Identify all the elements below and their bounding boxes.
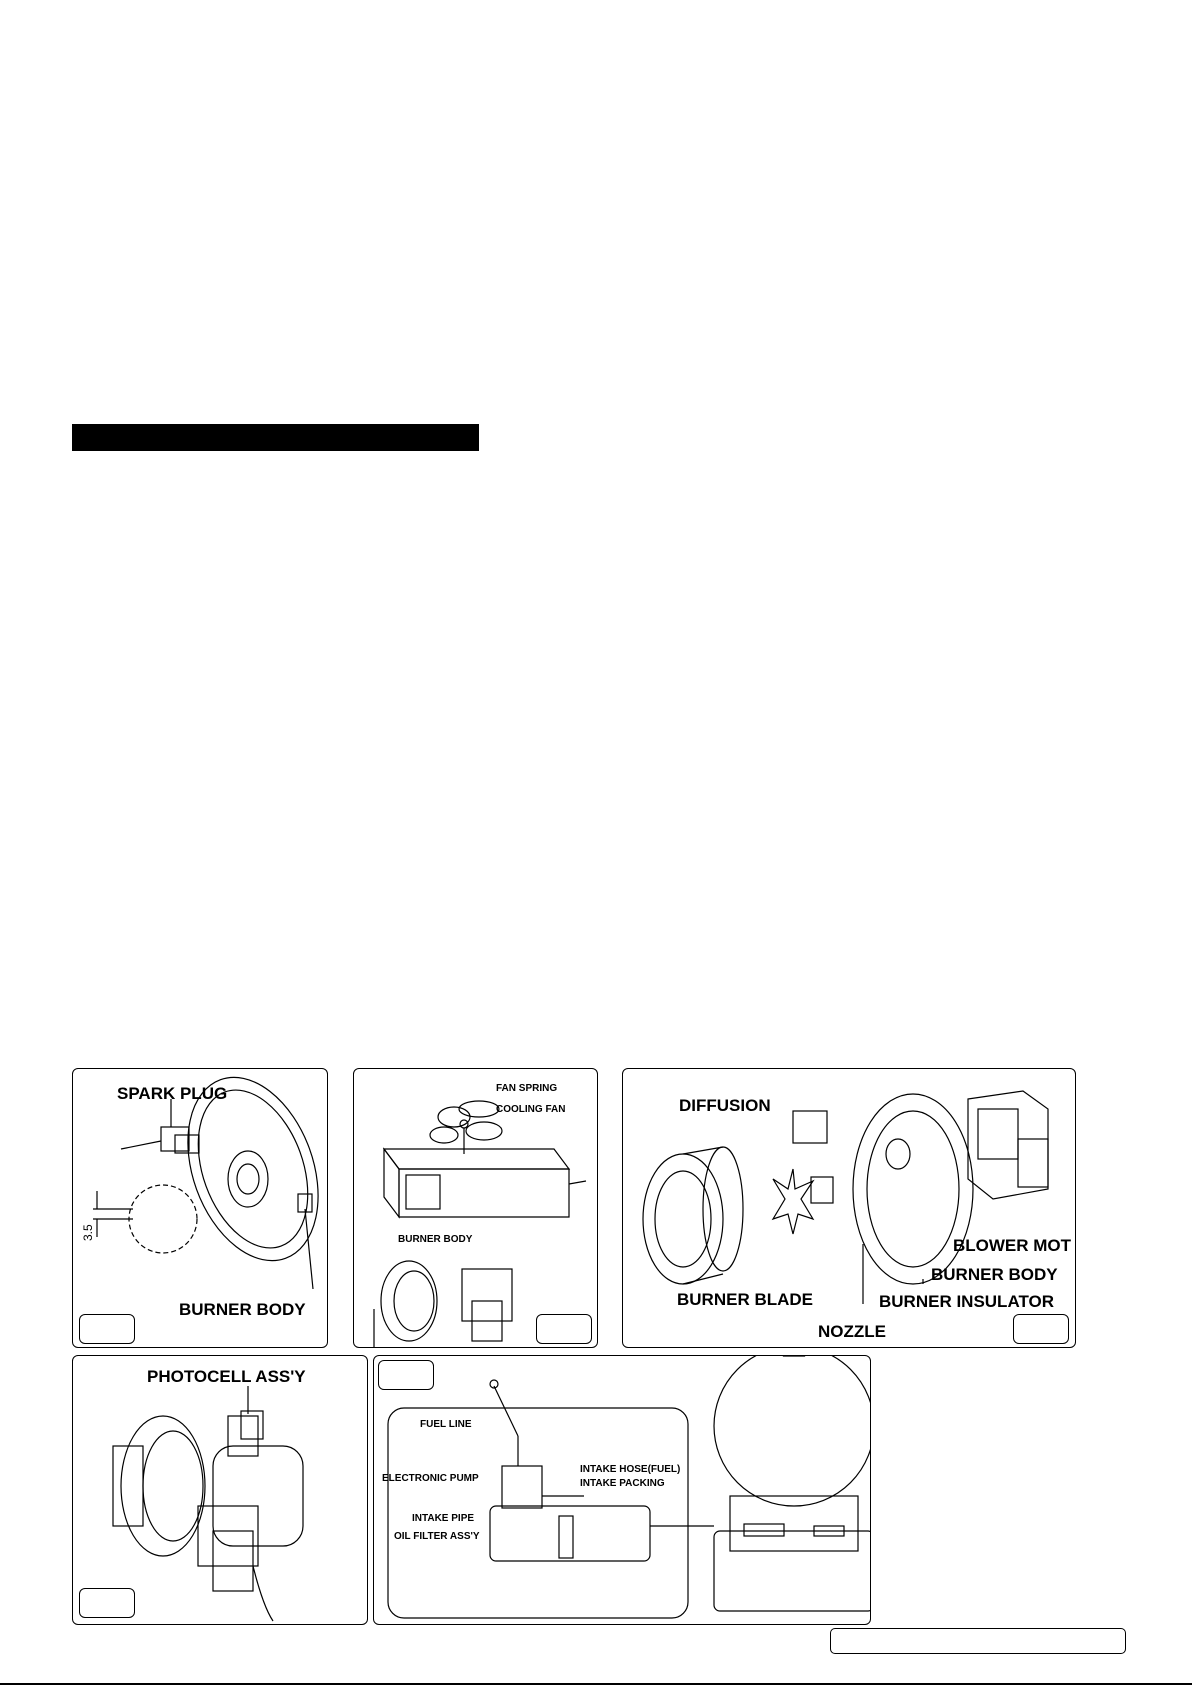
spark-plug-label: SPARK PLUG bbox=[117, 1084, 228, 1103]
section-header-bar bbox=[72, 424, 479, 451]
fan-spring-label: FAN SPRING bbox=[496, 1083, 558, 1094]
figure-burner-exploded bbox=[622, 1068, 1076, 1348]
figure-number-badge bbox=[1013, 1314, 1069, 1344]
photocell-label: PHOTOCELL ASS'Y bbox=[147, 1367, 306, 1386]
burner-body-label: BURNER BODY bbox=[179, 1300, 306, 1319]
figure-fuel-system bbox=[373, 1355, 871, 1625]
intake-hose-label: INTAKE HOSE(FUEL) bbox=[580, 1464, 681, 1475]
intake-packing-label: INTAKE PACKING bbox=[580, 1478, 665, 1489]
figure-spark-plug bbox=[72, 1068, 328, 1348]
gap-dimension-label: 3.5 bbox=[81, 1224, 95, 1241]
footer-box bbox=[830, 1628, 1126, 1654]
cooling-fan-label: COOLING FAN bbox=[496, 1104, 566, 1115]
photocell-drawing bbox=[73, 1356, 368, 1625]
figure-cooling-fan bbox=[353, 1068, 598, 1348]
nozzle-label: NOZZLE bbox=[818, 1322, 886, 1341]
burner-blade-label: BURNER BLADE bbox=[677, 1290, 813, 1309]
fuel-system-drawing bbox=[374, 1356, 871, 1625]
figure-number-badge bbox=[536, 1314, 592, 1344]
burner-body-label: BURNER BODY bbox=[398, 1234, 473, 1245]
figure-number-badge bbox=[378, 1360, 434, 1390]
blower-motor-label: BLOWER MOT bbox=[953, 1236, 1072, 1255]
fuel-line-label: FUEL LINE bbox=[420, 1419, 472, 1430]
electronic-pump-label: ELECTRONIC PUMP bbox=[382, 1473, 479, 1484]
diffusion-label: DIFFUSION bbox=[679, 1096, 771, 1115]
figure-photocell bbox=[72, 1355, 368, 1625]
intake-pipe-label: INTAKE PIPE bbox=[412, 1513, 475, 1524]
figure-number-badge bbox=[79, 1314, 135, 1344]
burner-body-label: BURNER BODY bbox=[931, 1265, 1058, 1284]
figure-number-badge bbox=[79, 1588, 135, 1618]
burner-insulator-label: BURNER INSULATOR bbox=[879, 1292, 1055, 1311]
oil-filter-label: OIL FILTER ASS'Y bbox=[394, 1531, 480, 1542]
